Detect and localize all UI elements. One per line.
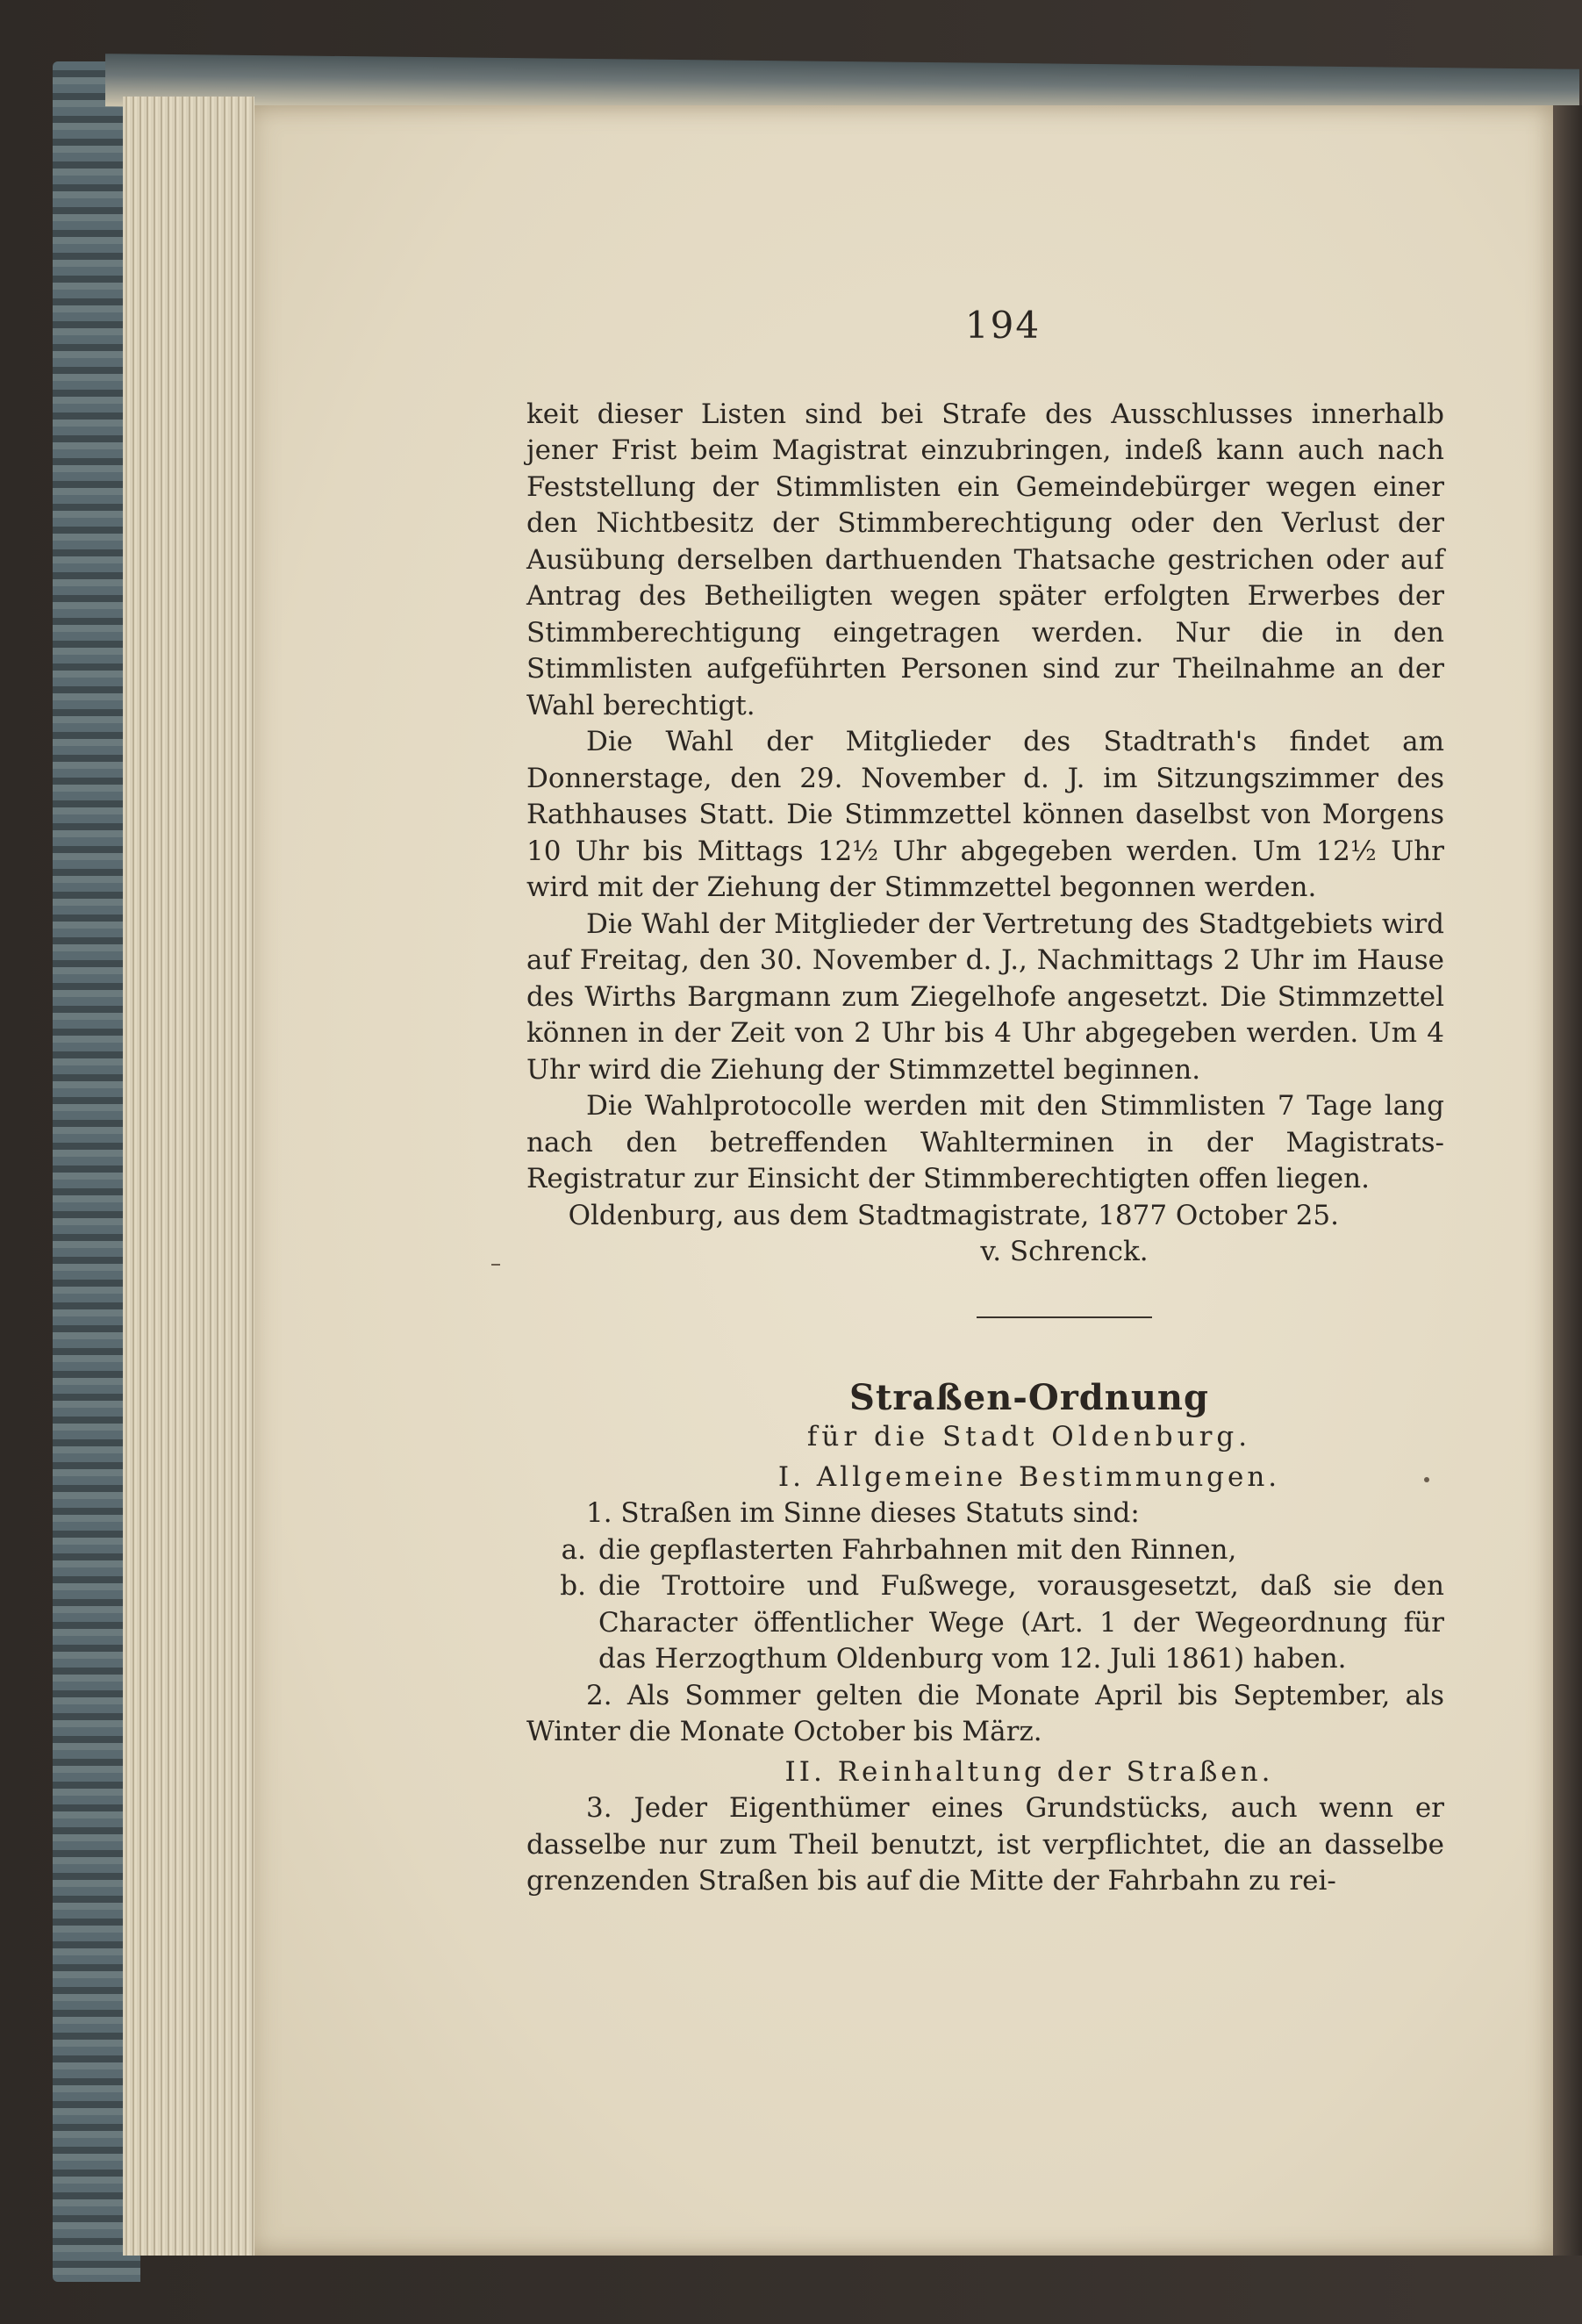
paragraph-stadtgebiet-election: Die Wahl der Mitglieder der Vertretung des Stadtgebiets wird auf Freitag, den 30. November d. J., Nachmittags 2 Uhr im Hause des Wirths Bargmann zum Ziegelhofe angesetzt. Die Stimmzettel können in der Zeit von 2 Uhr bis 4 Uhr abgegeben werden. Um 4 Uhr wird die Ziehung der Stimmzettel beginnen. [526, 907, 1444, 1086]
paragraph-continuation: keit dieser Listen sind bei Strafe des Ausschlusses innerhalb jener Frist beim Magistrat einzubringen, indeß kann auch nach Feststellung der Stimmlisten ein Gemeindebürger wegen einer den Nichtbesitz der Stimmberechtigung oder den Verlust der Ausübung derselben darthuenden Thatsache gestrichen oder auf Antrag des Betheiligten wegen später erfolgten Erwerbes der Stimmberechtigung eingetragen werden. Nur die in den Stimmlisten aufgeführten Personen sind zur Theilnahme an der Wahl berechtigt. [526, 398, 1444, 721]
signature: v. Schrenck. [980, 1236, 1149, 1267]
section-divider [977, 1316, 1152, 1318]
list-item-text: die Trottoire und Fußwege, vorausgesetzt, daß sie den Character öffentlicher Wege (Art. 1 der Wegeordnung für das Herzogthum Oldenburg vom 12. Juli 1861) haben. [598, 1570, 1444, 1675]
print-speck [1424, 1477, 1429, 1482]
ordinance-heading: Straßen-Ordnung [849, 1376, 1209, 1418]
section-heading-1: I. Allgemeine Bestimmungen. [777, 1460, 1281, 1493]
page-text [526, 304, 1444, 1900]
clause-3: 3. Jeder Eigenthümer eines Grundstücks, auch wenn er dasselbe nur zum Theil benutzt, ist verpflichtet, die an dasselbe grenzenden Straßen bis auf die Mitte der Fahrbahn zu rei- [526, 1792, 1444, 1897]
clause-1-list [526, 1532, 1444, 1678]
list-item-label: b. [560, 1570, 586, 1602]
list-item-text: die gepflasterten Fahrbahnen mit den Rinnen, [598, 1533, 1237, 1566]
paragraph-stadtrath-election: Die Wahl der Mitglieder des Stadtrath's findet am Donnerstage, den 29. November d. J. im Sitzungszimmer des Rathhauses Statt. Die Stimmzettel können daselbst von Morgens 10 Uhr bis Mittags 12½ Uhr abgegeben werden. Um 12½ Uhr wird mit der Ziehung der Stimmzettel begonnen werden. [526, 726, 1444, 903]
page-stack-edges [123, 97, 254, 2256]
paragraph-protocols: Die Wahlprotocolle werden mit den Stimmlisten 7 Tage lang nach den betreffenden Wahlterminen in der Magistrats-Registratur zur Einsicht der Stimmberechtigten offen liegen. [526, 1090, 1444, 1194]
place-date-line: Oldenburg, aus dem Stadtmagistrate, 1877 October 25. [568, 1199, 1339, 1231]
ordinance-subheading: für die Stadt Oldenburg. [806, 1421, 1252, 1452]
margin-mark [491, 1264, 500, 1266]
page-right-shadow [1553, 105, 1582, 2256]
clause-1: 1. Straßen im Sinne dieses Statuts sind: [586, 1497, 1140, 1529]
list-item-label: a. [561, 1533, 586, 1566]
section-heading-2: II. Reinhaltung der Straßen. [784, 1755, 1274, 1788]
list-item [526, 1568, 1444, 1678]
clause-2: 2. Als Sommer gelten die Monate April bis September, als Winter die Monate October bis März. [526, 1679, 1444, 1747]
page-number: 194 [964, 304, 1042, 347]
list-item [526, 1532, 1444, 1569]
